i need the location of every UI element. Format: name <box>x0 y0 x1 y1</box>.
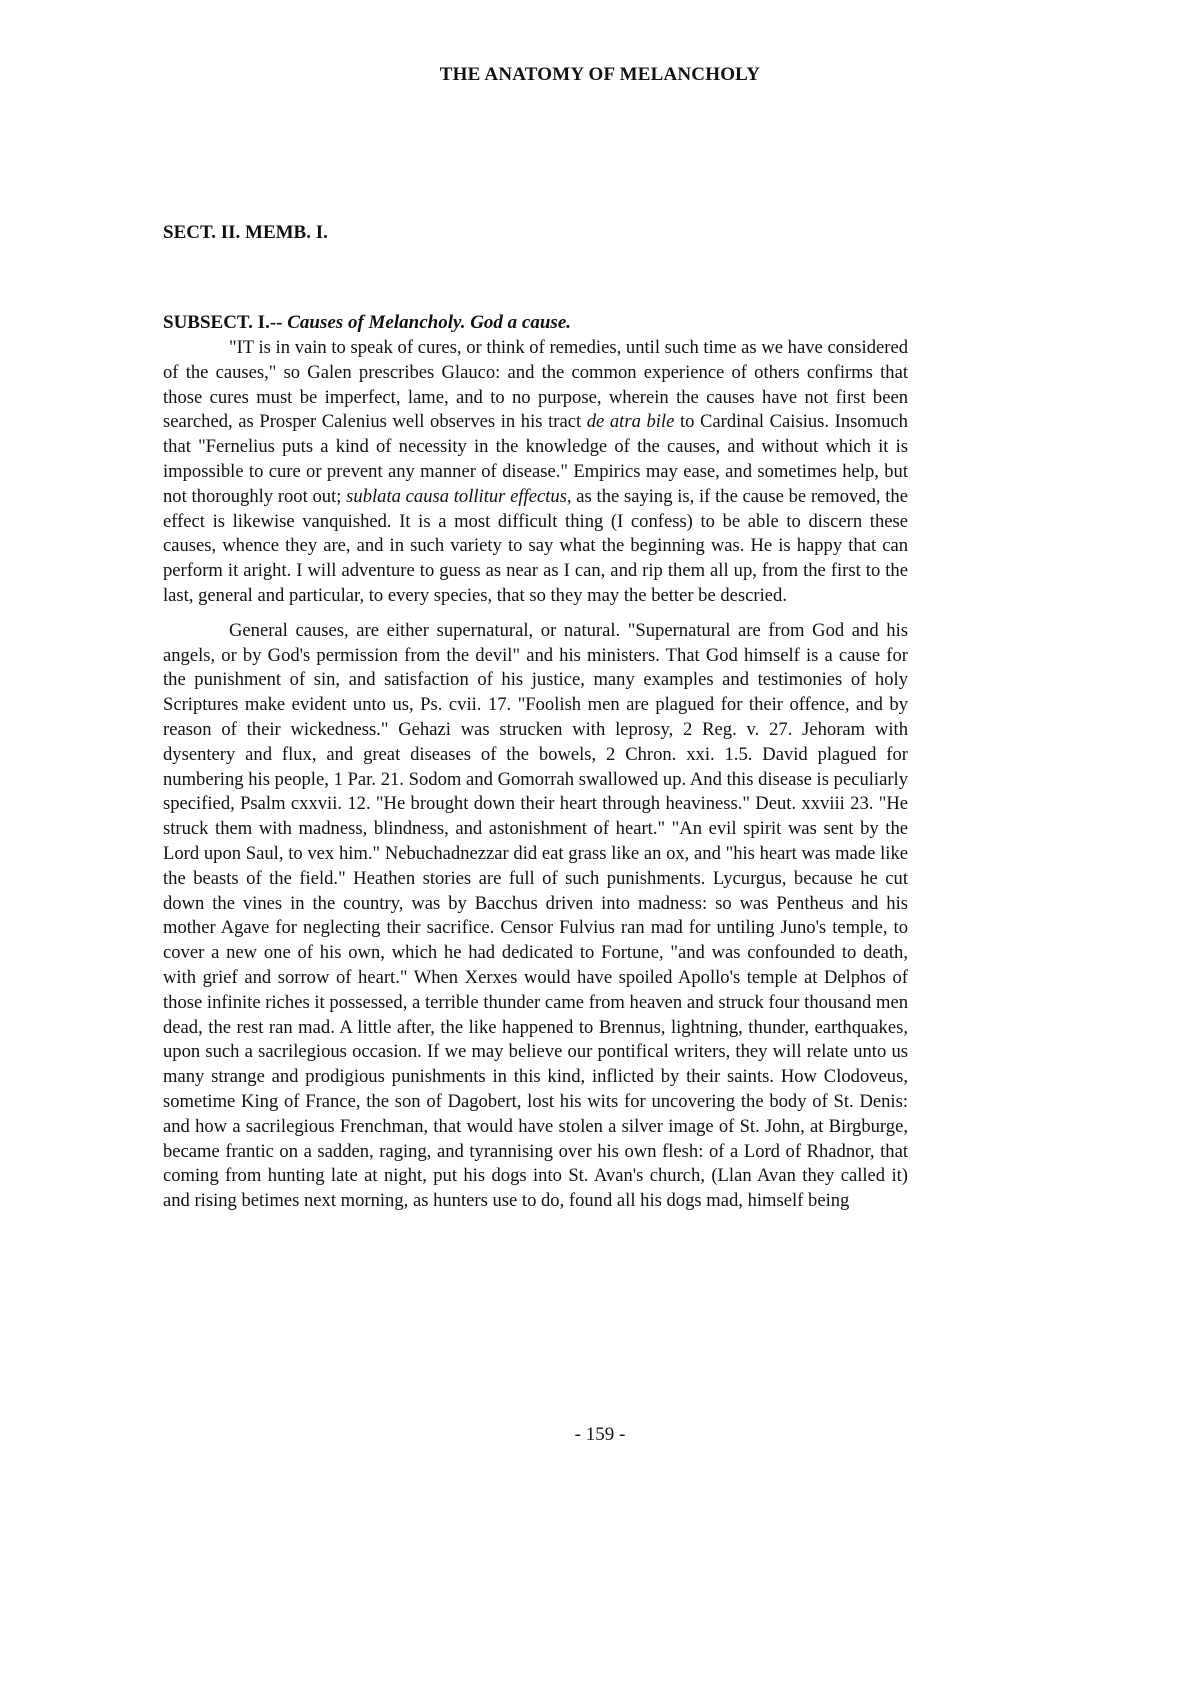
page-number: - 159 - <box>574 1424 626 1445</box>
section-heading: SECT. II. MEMB. I. <box>163 222 328 243</box>
subsection-heading <box>163 310 908 336</box>
running-head: THE ANATOMY OF MELANCHOLY <box>439 64 761 85</box>
paragraph-1-part-1: "IT is in vain to speak of cures, or think of remedies, until such time as we have considered of the causes," so Galen prescribes Glauco: and the common experience of others confirms that those cures must be imperfect, lame, and to no purpose, wherein the causes have not first been searched, as Prosper Calenius well observes in his tract <box>163 337 908 433</box>
latin-phrase-de-atra-bile: de atra bile <box>586 411 675 433</box>
subsection-title: Causes of Melancholy. God a cause. <box>287 312 572 333</box>
paragraph-2: General causes, are either supernatural, or natural. "Supernatural are from God and his angels, or by God's permission from the devil" and his ministers. That God himself is a cause for the punishment of sin, and satisfaction of his justice, many examples and testimonies of holy Scriptures make evident unto us, Ps. cvii. 17. "Foolish men are plagued for their offence, and by reason of their wickedness." Gehazi was strucken with leprosy, 2 Reg. v. 27. Jehoram with dysentery and flux, and great diseases of the bowels, 2 Chron. xxi. 1.5. David plagued for numbering his people, 1 Par. 21. Sodom and Gomorrah swallowed up. And this disease is peculiarly specified, Psalm cxxvii. 12. "He brought down their heart through heaviness." Deut. xxviii 23. "He struck them with madness, blindness, and astonishment of heart." "An evil spirit was sent by the Lord upon Saul, to vex him." Nebuchadnezzar did eat grass like an ox, and "his heart was made like the beasts of the field." Heathen stories are full of such punishments. Lycurgus, because he cut down the vines in the country, was by Bacchus driven into madness: so was Pentheus and his mother Agave for neglecting their sacrifice. Censor Fulvius ran mad for untiling Juno's temple, to cover a new one of his own, which he had dedicated to Fortune, "and was confounded to death, with grief and sorrow of heart." When Xerxes would have spoiled Apollo's temple at Delphos of those infinite riches it possessed, a terrible thunder came from heaven and struck four thousand men dead, the rest ran mad. A little after, the like happened to Brennus, lightning, thunder, earthquakes, upon such a sacrilegious occasion. If we may believe our pontifical writers, they will relate unto us many strange and prodigious punishments in this kind, inflicted by their saints. How Clodoveus, sometime King of France, the son of Dagobert, lost his wits for uncovering the body of St. Denis: and how a sacrilegious Frenchman, that would have stolen a silver image of St. John, at Birgburge, became frantic on a sadden, raging, and tyrannising over his own flesh: of a Lord of Rhadnor, that coming from hunting late at night, put his dogs into St. Avan's church, (Llan Avan they called it) and rising betimes next morning, as hunters use to do, found all his dogs mad, himself being <box>163 619 908 1212</box>
paragraph-1-part-2: to Cardinal Caisius. Insomuch that "Fernelius puts a kind of necessity in the knowledge of the causes, and without which it is impossible to cure or prevent any manner of disease." Empirics may ease, and sometimes help, but not thoroughly root out; <box>163 411 908 507</box>
subsection-label: SUBSECT. I.-- <box>163 312 283 333</box>
body-text <box>163 310 908 1214</box>
paragraph-1 <box>163 336 908 609</box>
latin-phrase-sublata-causa: sublata causa tollitur effectus, <box>346 485 572 507</box>
paragraph-1-part-3: as the saying is, if the cause be removed, the effect is likewise vanquished. It is a most difficult thing (I confess) to be able to discern these causes, whence they are, and in such variety to say what the beginning was. He is happy that can perform it aright. I will adventure to guess as near as I can, and rip them all up, from the first to the last, general and particular, to every species, that so they may the better be descried. <box>163 485 908 606</box>
